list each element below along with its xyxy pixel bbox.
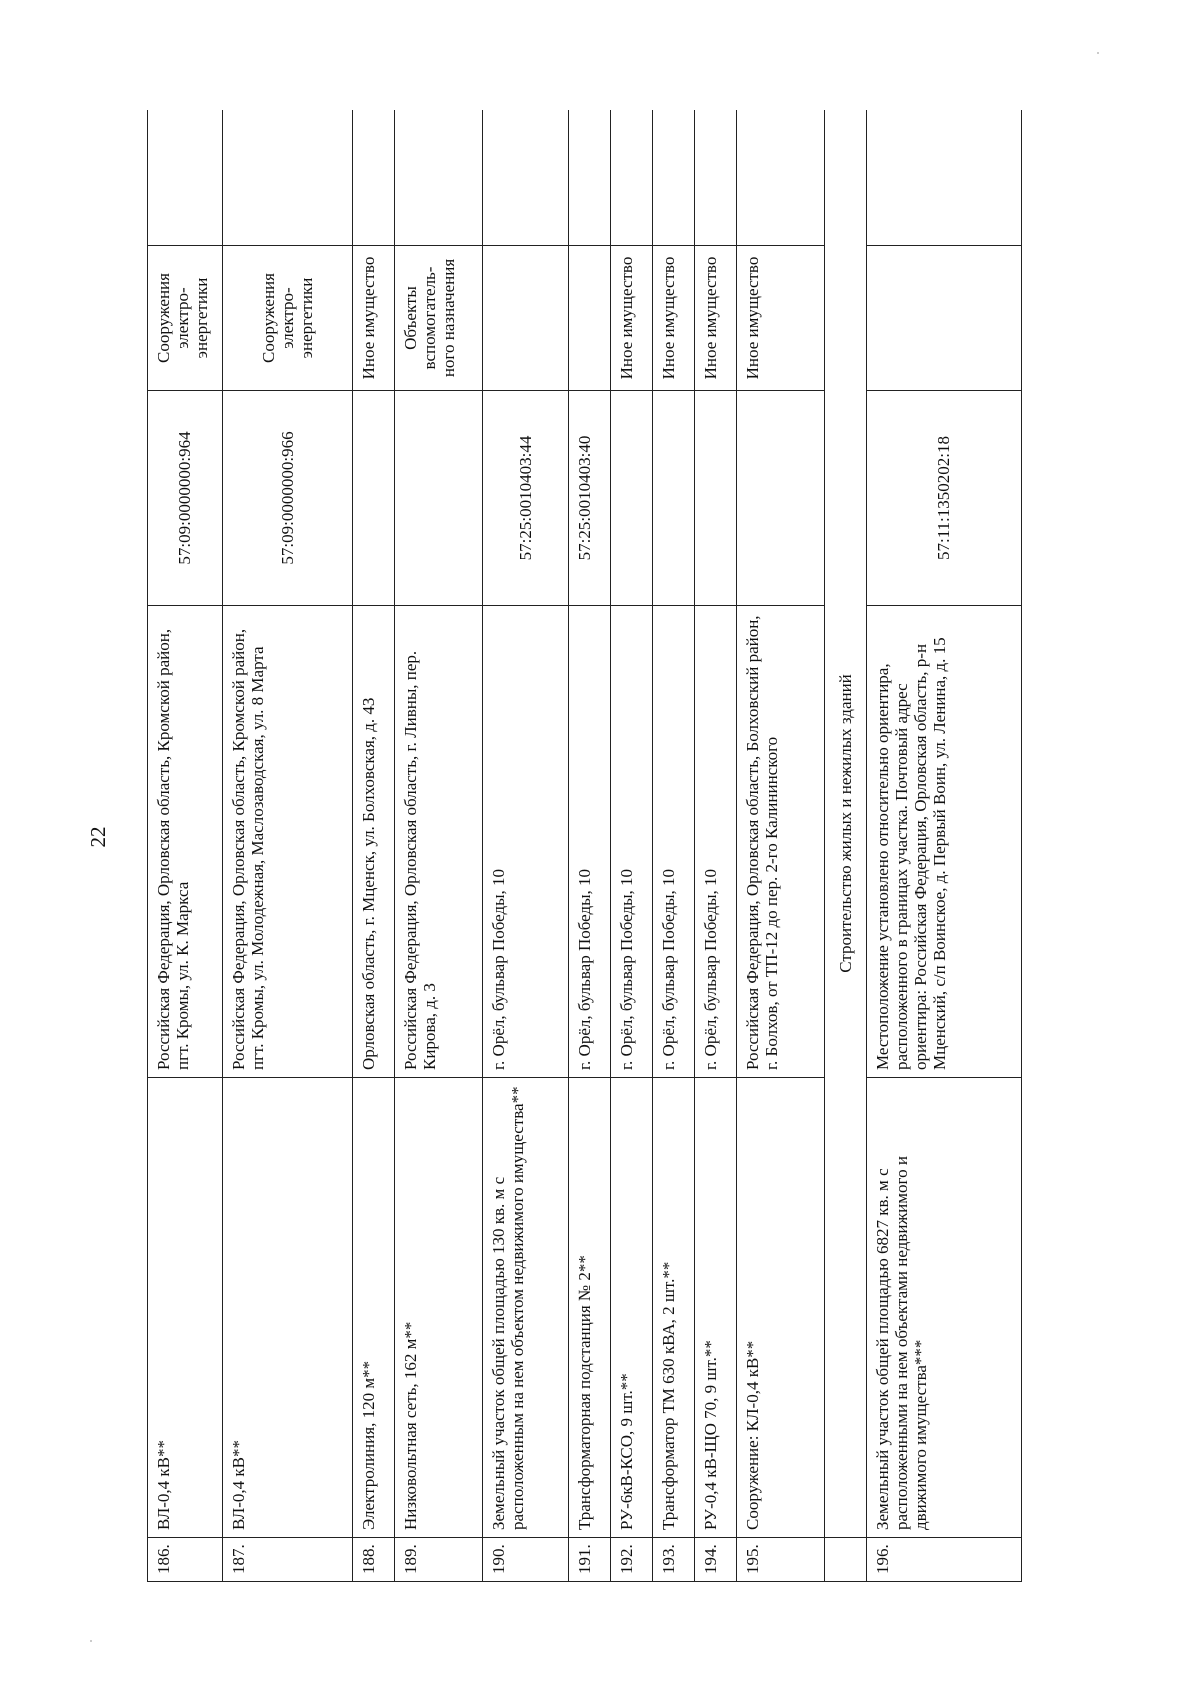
object-name: Низковольтная сеть, 162 м** [395, 1078, 483, 1538]
extra-cell [653, 110, 695, 246]
extra-cell [223, 110, 353, 246]
extra-cell [148, 110, 223, 246]
object-name: Трансформатор ТМ 630 кВА, 2 шт.** [653, 1078, 695, 1538]
extra-cell [353, 110, 395, 246]
object-name: РУ-6кВ-КСО, 9 шт.** [611, 1078, 653, 1538]
object-type [569, 246, 611, 391]
extra-cell [611, 110, 653, 246]
table-row [148, 110, 223, 1582]
cadastral-number [353, 391, 395, 606]
extra-cell [867, 110, 1022, 246]
cadastral-number: 57:25:0010403:44 [483, 391, 569, 606]
table-row [653, 110, 695, 1582]
object-name: Земельный участок общей площадью 6827 кв. м с расположенными на нем объектами недвижимого и движимого имущества*** [867, 1078, 1022, 1538]
scan-speck [90, 1640, 92, 1642]
scan-speck [1097, 52, 1099, 54]
table-row [483, 110, 569, 1582]
object-name: ВЛ-0,4 кВ** [148, 1078, 223, 1538]
row-number: 191. [569, 1538, 611, 1582]
object-name: Сооружение: КЛ-0,4 кВ** [737, 1078, 825, 1538]
object-address: Российская Федерация, Орловская область, Кромской район, пгт. Кромы, ул. К. Маркса [148, 606, 223, 1078]
section-spacer [825, 1538, 867, 1582]
cadastral-number: 57:09:0000000:964 [148, 391, 223, 606]
object-name: Трансформаторная подстанция № 2** [569, 1078, 611, 1538]
object-type: Сооружения электро-энергетики [223, 246, 353, 391]
extra-cell [695, 110, 737, 246]
section-title: Строительство жилых и нежилых зданий [825, 110, 867, 1538]
object-type: Иное имущество [653, 246, 695, 391]
row-number: 190. [483, 1538, 569, 1582]
cadastral-number [653, 391, 695, 606]
extra-cell [483, 110, 569, 246]
cadastral-number [611, 391, 653, 606]
cadastral-number [737, 391, 825, 606]
object-address: г. Орёл, бульвар Победы, 10 [611, 606, 653, 1078]
object-type: Иное имущество [737, 246, 825, 391]
object-name: Электролиния, 120 м** [353, 1078, 395, 1538]
rotated-table [147, 110, 1085, 1582]
object-address: Российская Федерация, Орловская область, Болховский район, г. Болхов, от ТП-12 до пер. 2-го Калининского [737, 606, 825, 1078]
extra-cell [737, 110, 825, 246]
section-row [825, 110, 867, 1582]
row-number: 195. [737, 1538, 825, 1582]
page-number: 22 [85, 826, 110, 848]
object-type [867, 246, 1022, 391]
object-type: Объекты вспомогатель-ного назначения [395, 246, 483, 391]
cadastral-number: 57:25:0010403:40 [569, 391, 611, 606]
object-address: Орловская область, г. Мценск, ул. Болховская, д. 43 [353, 606, 395, 1078]
cadastral-number [695, 391, 737, 606]
table-row [395, 110, 483, 1582]
object-type: Иное имущество [611, 246, 653, 391]
cadastral-number: 57:11:1350202:18 [867, 391, 1022, 606]
extra-cell [395, 110, 483, 246]
object-name: ВЛ-0,4 кВ** [223, 1078, 353, 1538]
object-name: Земельный участок общей площадью 130 кв. м с расположенным на нем объектом недвижимого имущества** [483, 1078, 569, 1538]
object-address: Местоположение установлено относительно ориентира, расположенного в границах участка. Почтовый адрес ориентира: Российская Федерация, Орловская область, р-н Мценский, с/п Воинское, д. Первый Воин, ул. Ленина, д. 15 [867, 606, 1022, 1078]
extra-cell [569, 110, 611, 246]
table-row [867, 110, 1022, 1582]
table-row [737, 110, 825, 1582]
row-number: 194. [695, 1538, 737, 1582]
row-number: 192. [611, 1538, 653, 1582]
object-name: РУ-0,4 кВ-ЩО 70, 9 шт.** [695, 1078, 737, 1538]
cadastral-number: 57:09:0000000:966 [223, 391, 353, 606]
property-table [147, 110, 1022, 1582]
table-row [353, 110, 395, 1582]
cadastral-number [395, 391, 483, 606]
object-type [483, 246, 569, 391]
object-address: г. Орёл, бульвар Победы, 10 [653, 606, 695, 1078]
table-row [611, 110, 653, 1582]
object-address: Российская Федерация, Орловская область, г. Ливны, пер. Кирова, д. 3 [395, 606, 483, 1078]
object-address: г. Орёл, бульвар Победы, 10 [483, 606, 569, 1078]
row-number: 188. [353, 1538, 395, 1582]
row-number: 187. [223, 1538, 353, 1582]
row-number: 189. [395, 1538, 483, 1582]
row-number: 186. [148, 1538, 223, 1582]
object-type: Иное имущество [695, 246, 737, 391]
object-type: Иное имущество [353, 246, 395, 391]
row-number: 196. [867, 1538, 1022, 1582]
table-row [695, 110, 737, 1582]
object-address: г. Орёл, бульвар Победы, 10 [569, 606, 611, 1078]
object-address: Российская Федерация, Орловская область, Кромской район, пгт. Кромы, ул. Молодежная, Маслозаводская, ул. 8 Марта [223, 606, 353, 1078]
object-address: г. Орёл, бульвар Победы, 10 [695, 606, 737, 1078]
table-row [569, 110, 611, 1582]
table-row [223, 110, 353, 1582]
object-type: Сооружения электро-энергетики [148, 246, 223, 391]
property-table-container [147, 110, 1085, 1582]
row-number: 193. [653, 1538, 695, 1582]
